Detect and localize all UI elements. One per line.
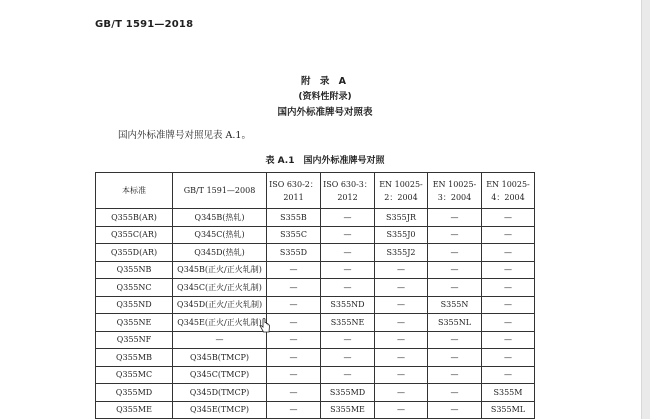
hand-cursor-icon [259,318,271,334]
table-cell: Q345B(TMCP) [173,349,267,367]
table-cell: — [428,401,482,419]
appendix-title: 附 录 A [301,76,349,87]
table-cell: Q345D(热轧) [173,244,267,262]
table-cell: S355D [267,244,321,262]
table-cell: S355ME [321,401,375,419]
page-edge [641,0,650,419]
table-cell: — [267,296,321,314]
table-row [96,209,535,227]
table-cell: Q345C(正火/正火轧制) [173,279,267,297]
table-cell: — [482,366,535,384]
table-cell: Q345E(TMCP) [173,401,267,419]
table-cell: S355J2 [375,244,428,262]
table-cell: Q345D(TMCP) [173,384,267,402]
table-cell: — [321,331,375,349]
table-cell: — [267,349,321,367]
table-cell: — [428,349,482,367]
table-cell: — [375,261,428,279]
table-row [96,261,535,279]
table-cell: — [375,331,428,349]
table-cell: — [321,261,375,279]
table-cell: — [267,261,321,279]
table-cell: — [321,209,375,227]
table-cell: — [321,279,375,297]
table-cell: — [375,349,428,367]
table-cell: S355NE [321,314,375,332]
table-cell: S355MD [321,384,375,402]
table-cell: — [267,401,321,419]
table-body [96,209,535,419]
table-cell: Q345D(正火/正火轧制) [173,296,267,314]
table-cell: — [267,384,321,402]
table-header-cell: GB/T 1591—2008 [173,173,267,209]
table-row [96,244,535,262]
table-cell: — [428,384,482,402]
table-cell: S355N [428,296,482,314]
table-header-row [96,173,535,209]
table-row [96,226,535,244]
table-cell: — [482,279,535,297]
table-cell: — [321,226,375,244]
table-cell: S355J0 [375,226,428,244]
table-cell: — [375,366,428,384]
table-cell: — [173,331,267,349]
table-cell: Q345C(热轧) [173,226,267,244]
table-cell: S355ML [482,401,535,419]
grade-comparison-table [95,172,535,419]
table-row [96,349,535,367]
table-cell: — [375,279,428,297]
table-cell: — [321,366,375,384]
table-cell: S355JR [375,209,428,227]
table-cell: — [428,366,482,384]
table-cell: Q345B(热轧) [173,209,267,227]
table-cell: — [482,244,535,262]
table-cell: — [428,226,482,244]
table-header-cell: EN 10025-3：2004 [428,173,482,209]
table-cell: Q355ME [96,401,173,419]
table-cell: Q355MD [96,384,173,402]
intro-text: 国内外标准牌号对照见表 A.1。 [118,130,251,141]
table-cell: Q355MB [96,349,173,367]
table-row [96,401,535,419]
table-row [96,384,535,402]
table-caption: 表 A.1 国内外标准牌号对照 [265,156,385,166]
table-cell: — [267,366,321,384]
table-cell: Q355ND [96,296,173,314]
table-cell: — [428,279,482,297]
table-cell: — [482,331,535,349]
table-cell: — [375,384,428,402]
table-cell: — [267,331,321,349]
table-cell: S355B [267,209,321,227]
table-cell: — [267,314,321,332]
appendix-subtitle: (资料性附录) [298,92,352,102]
table-cell: — [321,349,375,367]
table-cell: — [428,209,482,227]
table-cell: — [482,261,535,279]
table-cell: Q355NB [96,261,173,279]
table-cell: Q355NF [96,331,173,349]
table-row [96,314,535,332]
table-cell: Q345B(正火/正火轧制) [173,261,267,279]
table-header-cell: EN 10025-4：2004 [482,173,535,209]
table-cell: — [428,261,482,279]
appendix-name: 国内外标准牌号对照表 [277,107,373,118]
table-header-cell: ISO 630-2：2011 [267,173,321,209]
table-cell: — [321,244,375,262]
standard-number: GB/T 1591—2018 [95,19,194,30]
table-row [96,279,535,297]
table-header-cell: 本标准 [96,173,173,209]
table-cell: S355C [267,226,321,244]
table-cell: Q345C(TMCP) [173,366,267,384]
table-cell: — [482,296,535,314]
table-cell: — [428,331,482,349]
table-header-cell: EN 10025-2：2004 [375,173,428,209]
table-cell: Q355D(AR) [96,244,173,262]
table-header-cell: ISO 630-3：2012 [321,173,375,209]
table-cell: — [482,314,535,332]
table-cell: Q355C(AR) [96,226,173,244]
table-row [96,366,535,384]
table-cell: S355M [482,384,535,402]
table-cell: Q355NC [96,279,173,297]
table-cell: — [482,209,535,227]
table-cell: — [482,349,535,367]
table-cell: Q345E(正火/正火轧制) [173,314,267,332]
table-cell: S355NL [428,314,482,332]
table-cell: — [375,296,428,314]
table-row [96,296,535,314]
table-cell: — [375,401,428,419]
table-cell: — [428,244,482,262]
table-cell: — [482,226,535,244]
table-cell: Q355NE [96,314,173,332]
table-cell: S355ND [321,296,375,314]
table-cell: Q355B(AR) [96,209,173,227]
table-cell: — [267,279,321,297]
table-cell: — [375,314,428,332]
table-cell: Q355MC [96,366,173,384]
table-row [96,331,535,349]
